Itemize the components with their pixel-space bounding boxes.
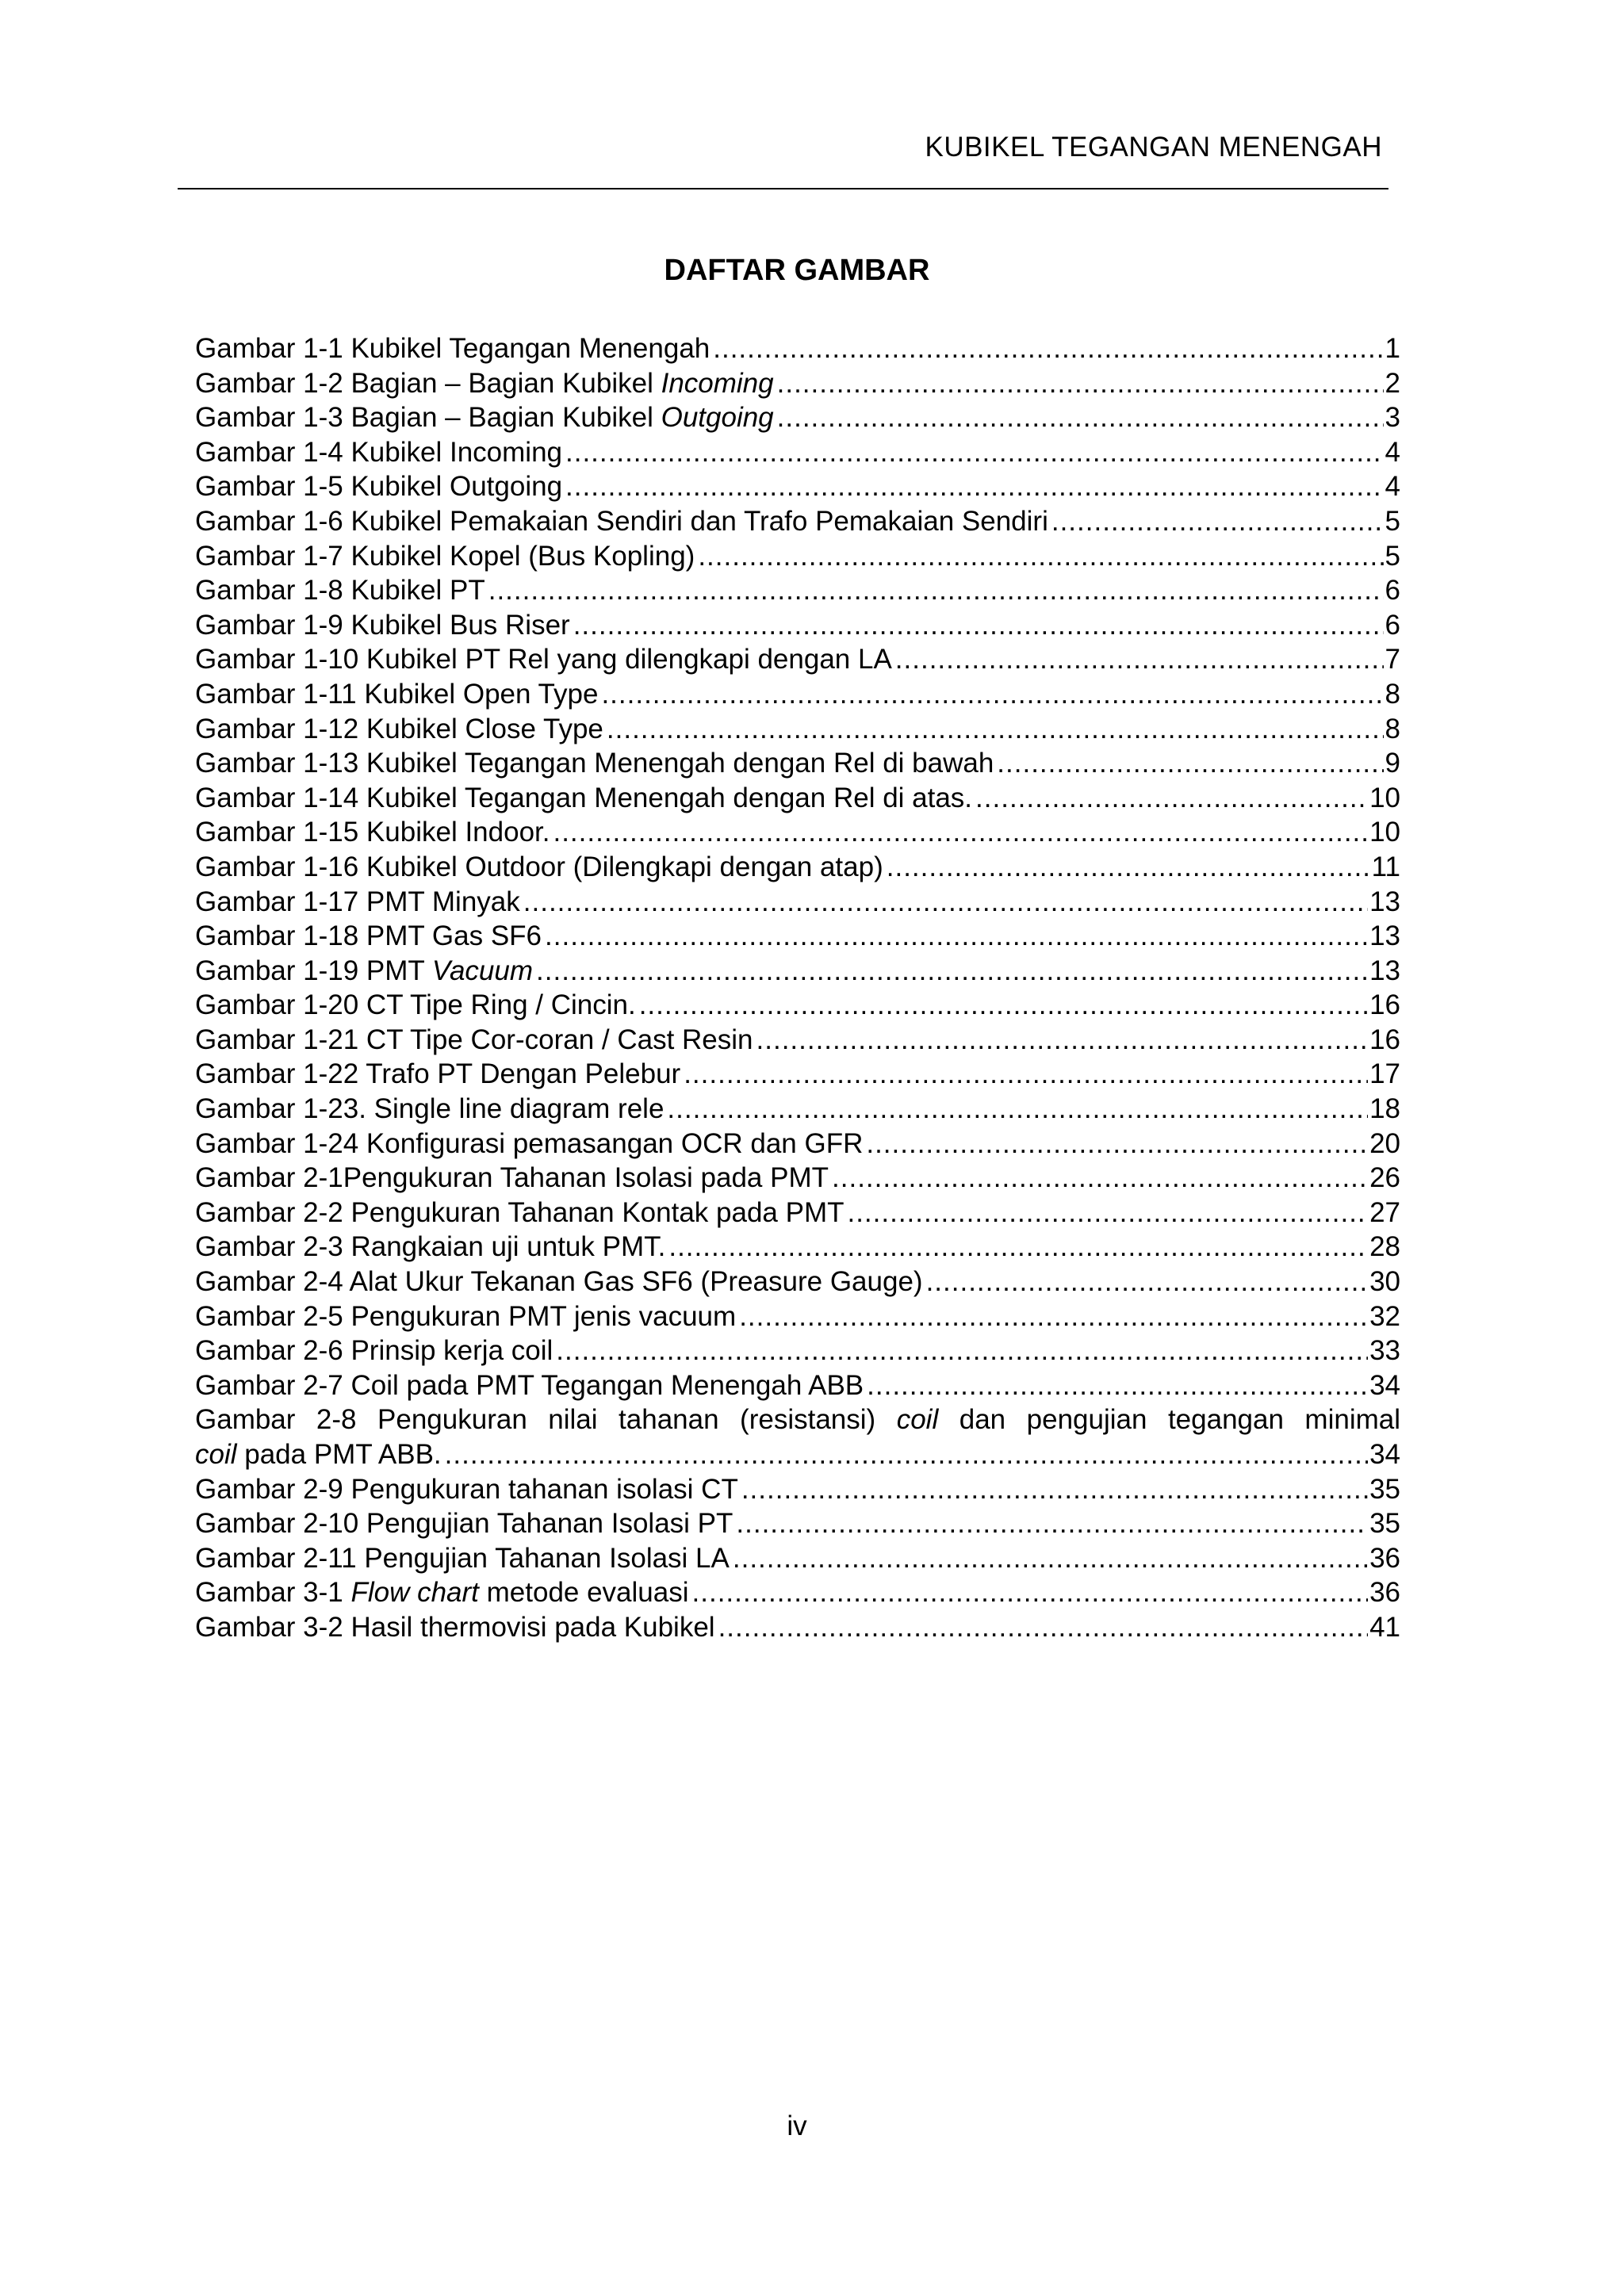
- toc-page-number: 6: [1385, 609, 1400, 641]
- figure-list: [195, 331, 1400, 1645]
- toc-entry[interactable]: Gambar 1-6 Kubikel Pemakaian Sendiri dan Trafo Pemakaian Sendiri ..... 5: [195, 504, 1400, 539]
- toc-entry[interactable]: Gambar 1-9 Kubikel Bus Riser ..... 6: [195, 608, 1400, 643]
- toc-page-number: 8: [1385, 678, 1400, 710]
- dot-leader: [741, 1472, 1368, 1507]
- dot-leader: [867, 1368, 1368, 1403]
- dot-leader: [733, 1541, 1368, 1576]
- toc-entry[interactable]: Gambar 1-15 Kubikel Indoor. ..... 10: [195, 815, 1400, 850]
- toc-entry[interactable]: Gambar 1-11 Kubikel Open Type ..... 8: [195, 677, 1400, 712]
- dot-leader: [667, 1092, 1368, 1127]
- dot-leader: [565, 469, 1383, 504]
- toc-entry[interactable]: Gambar 1-19 PMT Vacuum ..... 13: [195, 954, 1400, 989]
- dot-leader: [698, 539, 1383, 574]
- dot-leader: [997, 746, 1383, 781]
- dot-leader: [639, 988, 1368, 1023]
- toc-entry[interactable]: Gambar 2-2 Pengukuran Tahanan Kontak pada PMT ..... 27: [195, 1196, 1400, 1230]
- page-title: DAFTAR GAMBAR: [664, 254, 930, 287]
- page-number: iv: [787, 2110, 807, 2141]
- dot-leader: [777, 400, 1384, 435]
- toc-entry[interactable]: Gambar 1-13 Kubikel Tegangan Menengah dengan Rel di bawah ..... 9: [195, 746, 1400, 781]
- dot-leader: [739, 1299, 1368, 1334]
- toc-entry[interactable]: Gambar 1-18 PMT Gas SF6 ..... 13: [195, 919, 1400, 954]
- toc-entry[interactable]: Gambar 2-3 Rangkaian uji untuk PMT. ..... 28: [195, 1230, 1400, 1265]
- toc-page-number: 7: [1385, 644, 1400, 675]
- toc-page-number: 4: [1385, 471, 1400, 503]
- toc-page-number: 2: [1385, 367, 1400, 399]
- toc-page-number: 13: [1369, 920, 1400, 952]
- dot-leader: [887, 850, 1370, 885]
- toc-entry[interactable]: Gambar 1-14 Kubikel Tegangan Menengah dengan Rel di atas. ..... 10: [195, 781, 1400, 816]
- dot-leader: [607, 712, 1384, 747]
- toc-entry[interactable]: Gambar 1-10 Kubikel PT Rel yang dilengkapi dengan LA ..... 7: [195, 642, 1400, 677]
- toc-entry[interactable]: Gambar 1-5 Kubikel Outgoing ..... 4: [195, 469, 1400, 504]
- toc-page-number: 1: [1385, 333, 1400, 364]
- dot-leader: [601, 677, 1383, 712]
- toc-page-number: 35: [1369, 1473, 1400, 1505]
- toc-page-number: 27: [1369, 1196, 1400, 1228]
- dot-leader: [736, 1506, 1368, 1541]
- toc-page-number: 5: [1385, 505, 1400, 537]
- toc-page-number: 17: [1369, 1058, 1400, 1090]
- toc-entry[interactable]: Gambar 2-1Pengukuran Tahanan Isolasi pada PMT ..... 26: [195, 1161, 1400, 1196]
- toc-entry[interactable]: Gambar 1-3 Bagian – Bagian Kubikel Outgoing ..... 3: [195, 400, 1400, 435]
- toc-page-number: 30: [1369, 1266, 1400, 1298]
- toc-page-number: 34: [1369, 1439, 1400, 1470]
- toc-entry-continuation[interactable]: coil pada PMT ABB. ..... 34: [195, 1437, 1400, 1472]
- toc-entry[interactable]: Gambar 1-2 Bagian – Bagian Kubikel Incoming ..... 2: [195, 366, 1400, 401]
- toc-entry[interactable]: Gambar 3-1 Flow chart metode evaluasi ..... 36: [195, 1575, 1400, 1610]
- toc-entry[interactable]: Gambar 1-7 Kubikel Kopel (Bus Kopling) ..... 5: [195, 539, 1400, 574]
- toc-entry[interactable]: Gambar 1-22 Trafo PT Dengan Pelebur ..... 17: [195, 1057, 1400, 1092]
- toc-page-number: 34: [1369, 1369, 1400, 1401]
- header-rule: [178, 188, 1388, 189]
- dot-leader: [777, 366, 1384, 401]
- toc-page-number: 11: [1371, 851, 1400, 882]
- dot-leader: [847, 1196, 1368, 1230]
- dot-leader: [556, 1334, 1368, 1368]
- toc-entry[interactable]: Gambar 1-17 PMT Minyak ..... 13: [195, 885, 1400, 920]
- toc-entry[interactable]: Gambar 1-16 Kubikel Outdoor (Dilengkapi dengan atap) ..... 11: [195, 850, 1400, 885]
- toc-entry[interactable]: Gambar 1-23. Single line diagram rele ..... 18: [195, 1092, 1400, 1127]
- toc-entry[interactable]: Gambar 1-4 Kubikel Incoming ..... 4: [195, 435, 1400, 470]
- toc-entry[interactable]: Gambar 2-7 Coil pada PMT Tegangan Menengah ABB ..... 34: [195, 1368, 1400, 1403]
- toc-page-number: 36: [1369, 1577, 1400, 1609]
- toc-page-number: 16: [1369, 1024, 1400, 1055]
- dot-leader: [545, 919, 1368, 954]
- dot-leader: [668, 1230, 1368, 1265]
- toc-entry-wrapped-line[interactable]: Gambar 2-8 Pengukuran nilai tahanan (resistansi) coil dan pengujian tegangan minimal: [195, 1404, 1400, 1436]
- dot-leader: [756, 1023, 1369, 1058]
- dot-leader: [895, 642, 1384, 677]
- toc-page-number: 36: [1369, 1542, 1400, 1574]
- dot-leader: [832, 1161, 1368, 1196]
- toc-page-number: 33: [1369, 1335, 1400, 1367]
- toc-page-number: 3: [1385, 402, 1400, 434]
- dot-leader: [866, 1127, 1368, 1161]
- dot-leader: [488, 573, 1384, 608]
- dot-leader: [975, 781, 1368, 816]
- toc-page-number: 41: [1369, 1611, 1400, 1643]
- dot-leader: [713, 331, 1383, 366]
- toc-page-number: 9: [1385, 748, 1400, 779]
- toc-page-number: 35: [1369, 1508, 1400, 1540]
- toc-entry[interactable]: Gambar 2-10 Pengujian Tahanan Isolasi PT ..... 35: [195, 1506, 1400, 1541]
- toc-page-number: 26: [1369, 1162, 1400, 1194]
- dot-leader: [523, 885, 1368, 920]
- toc-entry[interactable]: Gambar 2-9 Pengukuran tahanan isolasi CT ..... 35: [195, 1472, 1400, 1507]
- dot-leader: [692, 1575, 1369, 1610]
- toc-entry[interactable]: Gambar 3-2 Hasil thermovisi pada Kubikel ..... 41: [195, 1610, 1400, 1645]
- dot-leader: [926, 1265, 1368, 1299]
- toc-entry[interactable]: Gambar 2-6 Prinsip kerja coil ..... 33: [195, 1334, 1400, 1368]
- toc-page-number: 13: [1369, 886, 1400, 917]
- dot-leader: [565, 435, 1384, 470]
- toc-page-number: 4: [1385, 436, 1400, 468]
- toc-page-number: 20: [1369, 1127, 1400, 1159]
- toc-page-number: 8: [1385, 713, 1400, 744]
- toc-page-number: 6: [1385, 575, 1400, 607]
- toc-page-number: 5: [1385, 540, 1400, 572]
- toc-entry[interactable]: Gambar 1-12 Kubikel Close Type ..... 8: [195, 712, 1400, 747]
- dot-leader: [553, 815, 1368, 850]
- toc-page-number: 16: [1369, 989, 1400, 1021]
- toc-entry[interactable]: Gambar 1-1 Kubikel Tegangan Menengah ..... 1: [195, 331, 1400, 366]
- dot-leader: [1051, 504, 1384, 539]
- toc-entry[interactable]: Gambar 2-5 Pengukuran PMT jenis vacuum ..... 32: [195, 1299, 1400, 1334]
- dot-leader: [573, 608, 1384, 643]
- toc-entry[interactable]: Gambar 2-11 Pengujian Tahanan Isolasi LA ..... 36: [195, 1541, 1400, 1576]
- toc-entry[interactable]: Gambar 2-4 Alat Ukur Tekanan Gas SF6 (Preasure Gauge) ..... 30: [195, 1265, 1400, 1299]
- toc-page-number: 32: [1369, 1300, 1400, 1332]
- toc-page-number: 13: [1369, 955, 1400, 986]
- dot-leader: [718, 1610, 1368, 1645]
- toc-page-number: 18: [1369, 1093, 1400, 1125]
- toc-page-number: 10: [1369, 782, 1400, 813]
- running-header: KUBIKEL TEGANGAN MENENGAH: [925, 132, 1382, 163]
- dot-leader: [684, 1057, 1368, 1092]
- toc-page-number: 28: [1369, 1231, 1400, 1263]
- toc-entry[interactable]: Gambar 1-24 Konfigurasi pemasangan OCR dan GFR ..... 20: [195, 1127, 1400, 1161]
- toc-entry[interactable]: Gambar 1-8 Kubikel PT ..... 6: [195, 573, 1400, 608]
- toc-page-number: 10: [1369, 817, 1400, 848]
- toc-entry[interactable]: Gambar 1-20 CT Tipe Ring / Cincin. ..... 16: [195, 988, 1400, 1023]
- toc-entry[interactable]: Gambar 1-21 CT Tipe Cor-coran / Cast Resin ..... 16: [195, 1023, 1400, 1058]
- dot-leader: [445, 1437, 1368, 1472]
- dot-leader: [536, 954, 1368, 989]
